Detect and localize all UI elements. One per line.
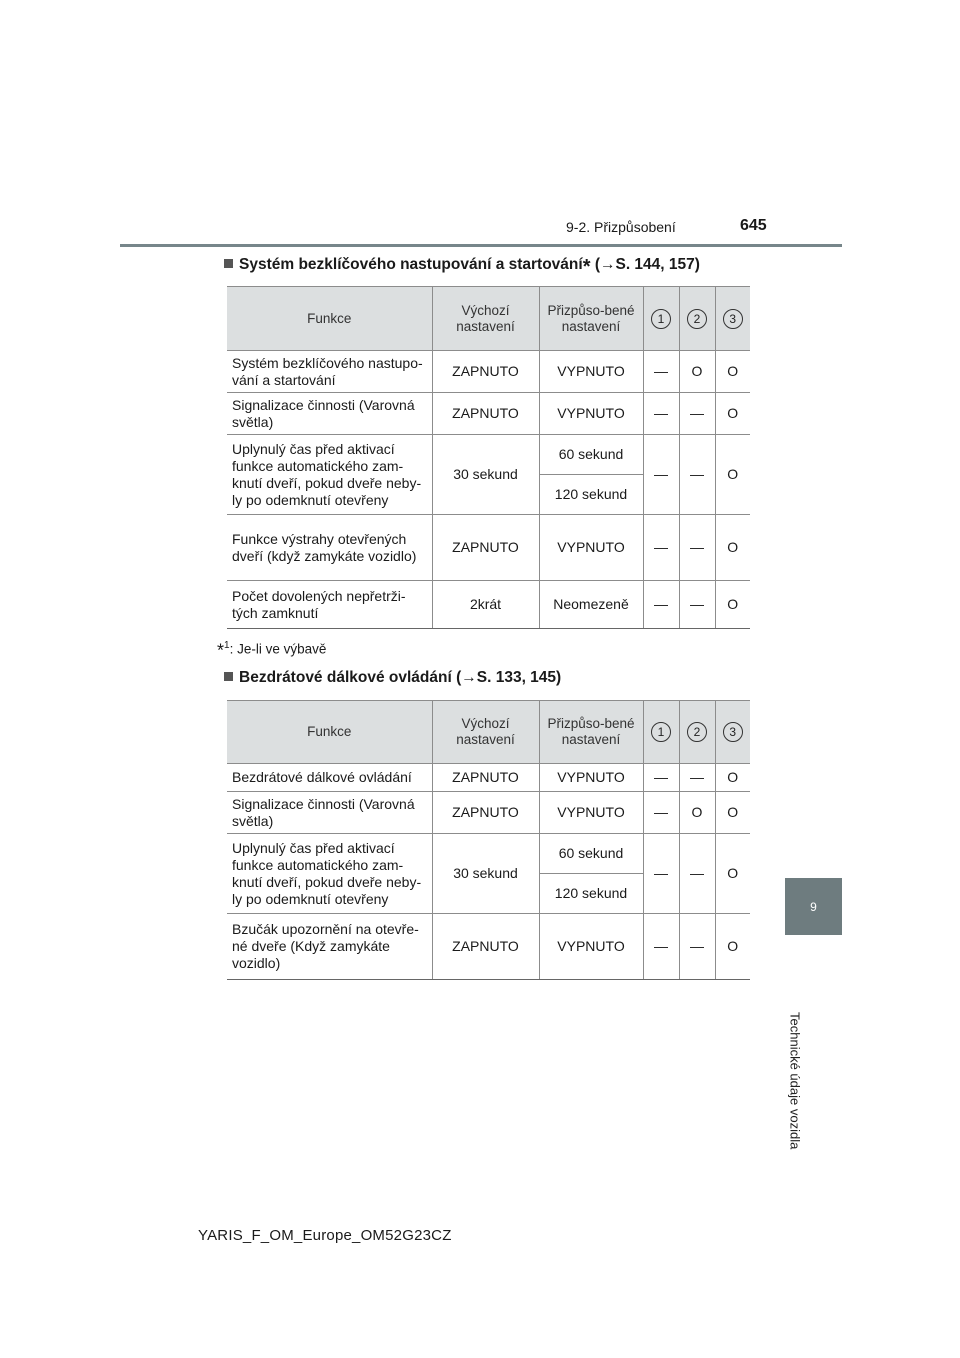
column-header-1: [643, 287, 679, 351]
column-header-3: [715, 287, 750, 351]
custom-cell: 120 sekund: [539, 874, 643, 914]
table-row: [227, 435, 750, 475]
square-bullet-icon: [224, 259, 233, 268]
section-heading-keyless: [224, 256, 700, 278]
square-bullet-icon: [224, 672, 233, 681]
table-row: [227, 393, 750, 435]
column-header-3: [715, 701, 750, 764]
option-2-cell: —: [679, 435, 715, 515]
option-2-cell: O: [679, 792, 715, 834]
default-cell: ZAPNUTO: [432, 515, 539, 581]
footnote-marker: 1: [224, 640, 230, 651]
column-header-2: [679, 701, 715, 764]
function-cell: Uplynulý čas před aktivací funkce automatického zam-knutí dveří, pokud dveře neby-ly po odemknutí otevřeny: [227, 435, 432, 515]
settings-table-keyless: [227, 286, 750, 629]
custom-cell: VYPNUTO: [539, 393, 643, 435]
option-2-cell: —: [679, 914, 715, 980]
circled-number-1-icon: 1: [651, 309, 671, 329]
default-cell: ZAPNUTO: [432, 351, 539, 393]
option-2-cell: —: [679, 834, 715, 914]
option-2-cell: —: [679, 764, 715, 792]
chapter-section-title: 9-2. Přizpůsobení: [566, 219, 676, 235]
column-header: Funkce: [227, 287, 432, 351]
option-2-cell: —: [679, 393, 715, 435]
function-cell: Bezdrátové dálkové ovládání: [227, 764, 432, 792]
option-3-cell: O: [715, 393, 750, 435]
custom-cell: VYPNUTO: [539, 764, 643, 792]
function-cell: Systém bezklíčového nastupo-vání a startování: [227, 351, 432, 393]
default-cell: ZAPNUTO: [432, 792, 539, 834]
custom-cell: Neomezeně: [539, 581, 643, 629]
option-3-cell: O: [715, 435, 750, 515]
circled-number-2-icon: 2: [687, 722, 707, 742]
table-header-row: [227, 701, 750, 764]
default-cell: ZAPNUTO: [432, 914, 539, 980]
asterisk-footnote-mark: *: [582, 256, 591, 278]
default-cell: 30 sekund: [432, 834, 539, 914]
option-1-cell: —: [643, 764, 679, 792]
default-cell: 30 sekund: [432, 435, 539, 515]
circled-number-3-icon: 3: [723, 722, 743, 742]
option-1-cell: —: [643, 834, 679, 914]
function-cell: Signalizace činnosti (Varovná světla): [227, 393, 432, 435]
option-3-cell: O: [715, 834, 750, 914]
option-2-cell: —: [679, 581, 715, 629]
table-row: [227, 914, 750, 980]
custom-cell: 120 sekund: [539, 475, 643, 515]
column-header-2: [679, 287, 715, 351]
table-row: [227, 764, 750, 792]
option-3-cell: O: [715, 764, 750, 792]
function-cell: Bzučák upozornění na otevře-né dveře (Když zamykáte vozidlo): [227, 914, 432, 980]
column-header: Funkce: [227, 701, 432, 764]
section-title-text: Bezdrátové dálkové ovládání: [239, 669, 452, 686]
option-1-cell: —: [643, 515, 679, 581]
footnote: [217, 640, 326, 662]
table-row: [227, 792, 750, 834]
header-rule: [120, 244, 842, 247]
circled-number-1-icon: 1: [651, 722, 671, 742]
section-heading-remote: [224, 669, 561, 687]
custom-cell: VYPNUTO: [539, 914, 643, 980]
default-cell: ZAPNUTO: [432, 764, 539, 792]
function-cell: Počet dovolených nepřetrži-tých zamknutí: [227, 581, 432, 629]
function-cell: Uplynulý čas před aktivací funkce automatického zam-knutí dveří, pokud dveře neby-ly po odemknutí otevřeny: [227, 834, 432, 914]
option-1-cell: —: [643, 914, 679, 980]
table-header-row: [227, 287, 750, 351]
document-id: YARIS_F_OM_Europe_OM52G23CZ: [198, 1227, 452, 1244]
footnote-text: : Je-li ve výbavě: [229, 641, 327, 657]
circled-number-2-icon: 2: [687, 309, 707, 329]
option-3-cell: O: [715, 581, 750, 629]
chapter-tab-label: Technické údaje vozidla: [787, 1012, 803, 1150]
option-1-cell: —: [643, 581, 679, 629]
option-1-cell: —: [643, 393, 679, 435]
option-3-cell: O: [715, 792, 750, 834]
column-header: Výchozí nastavení: [432, 287, 539, 351]
custom-cell: VYPNUTO: [539, 515, 643, 581]
option-3-cell: O: [715, 515, 750, 581]
chapter-tab-number: 9: [785, 878, 842, 935]
option-1-cell: —: [643, 435, 679, 515]
option-3-cell: O: [715, 351, 750, 393]
option-1-cell: —: [643, 351, 679, 393]
table-row: [227, 515, 750, 581]
option-1-cell: —: [643, 792, 679, 834]
section-title-text: Systém bezklíčového nastupování a startování: [239, 256, 583, 273]
circled-number-3-icon: 3: [723, 309, 743, 329]
section-page-reference: (→S. 133, 145): [456, 669, 562, 686]
function-cell: Funkce výstrahy otevřených dveří (když zamykáte vozidlo): [227, 515, 432, 581]
option-2-cell: —: [679, 515, 715, 581]
function-cell: Signalizace činnosti (Varovná světla): [227, 792, 432, 834]
default-cell: ZAPNUTO: [432, 393, 539, 435]
custom-cell: 60 sekund: [539, 435, 643, 475]
column-header: Přizpůso-bené nastavení: [539, 287, 643, 351]
column-header: Výchozí nastavení: [432, 701, 539, 764]
table-row: [227, 351, 750, 393]
column-header-1: [643, 701, 679, 764]
section-page-reference: (→S. 144, 157): [594, 256, 700, 273]
default-cell: 2krát: [432, 581, 539, 629]
table-row: [227, 581, 750, 629]
column-header: Přizpůso-bené nastavení: [539, 701, 643, 764]
custom-cell: VYPNUTO: [539, 351, 643, 393]
page-number: 645: [740, 217, 767, 234]
option-2-cell: O: [679, 351, 715, 393]
table-row: [227, 834, 750, 874]
settings-table-remote: [227, 700, 750, 980]
asterisk-footnote-mark: *: [217, 640, 225, 661]
custom-cell: 60 sekund: [539, 834, 643, 874]
custom-cell: VYPNUTO: [539, 792, 643, 834]
option-3-cell: O: [715, 914, 750, 980]
